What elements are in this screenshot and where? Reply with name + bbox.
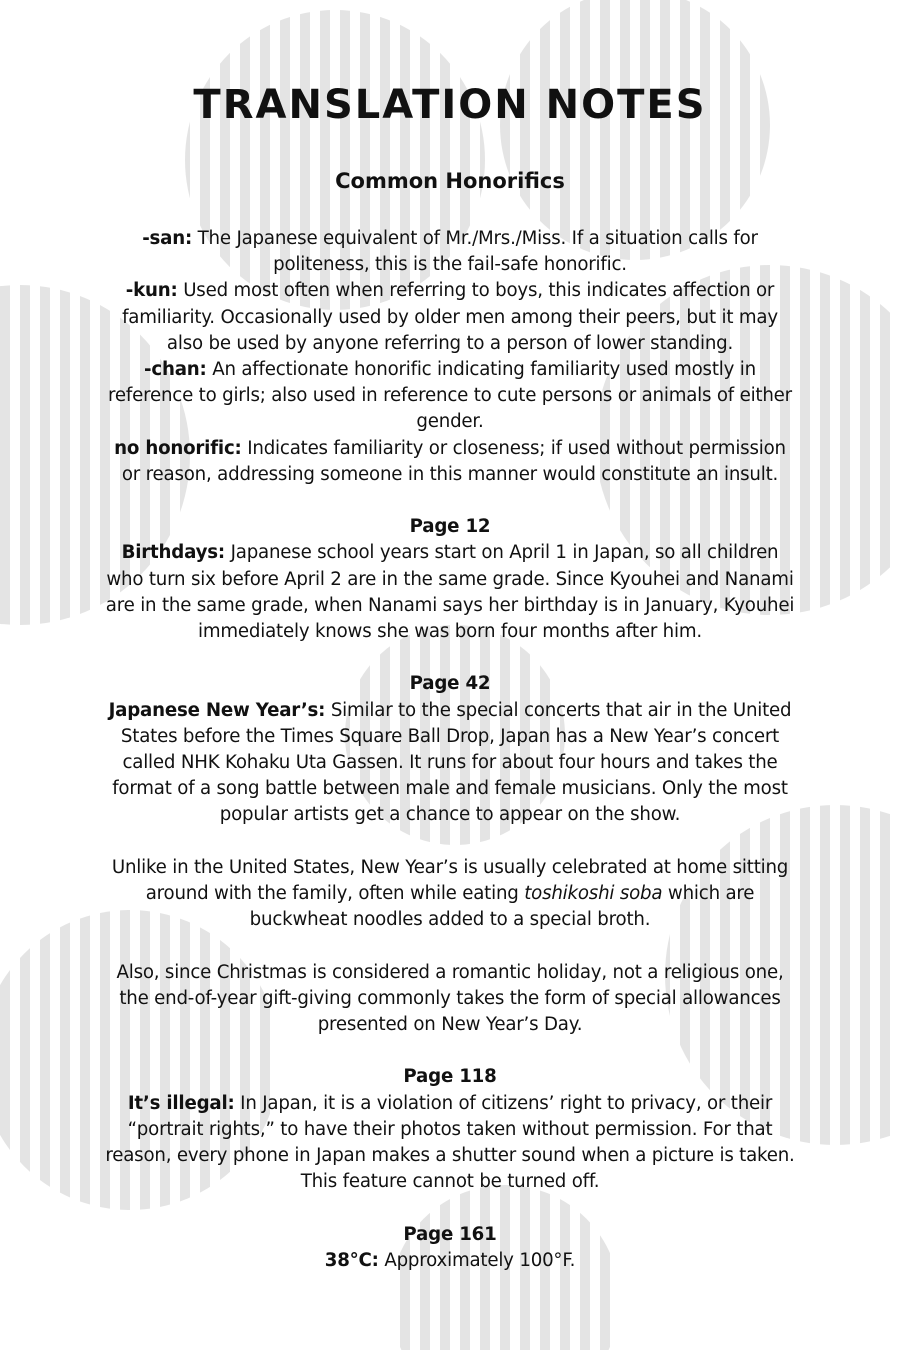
note-text: In Japan, it is a violation of citizens’ right to privacy, or their “portrait rights,” to have their photos taken without permission. For that reason, every phone in Japan makes a shutter sound when a picture is taken. This feature cannot be turned off.	[105, 1092, 795, 1193]
note-text: Japanese school years start on April 1 in Japan, so all children who turn six before April 2 are in the same grade. Since Kyouhei and Nanami are in the same grade, when Nanami says her birthday is in January, Kyouhei immediately knows she was born four months after him.	[105, 542, 795, 643]
honorific-term: -san:	[142, 228, 193, 249]
note-entry	[105, 1248, 795, 1274]
note-paragraph: Unlike in the United States, New Year’s is usually celebrated at home sitting around with the family, often while eating toshikoshi soba which are buckwheat noodles added to a special broth.	[111, 856, 789, 931]
honorific-entry	[105, 436, 795, 488]
note-text: Approximately 100°F.	[378, 1249, 576, 1271]
italic-term: toshikoshi soba	[524, 883, 663, 905]
page-reference: Page 118	[403, 1066, 497, 1088]
note-paragraph: Also, since Christmas is considered a romantic holiday, not a religious one, the end-of-year gift-giving commonly takes the form of special allowances presented on New Year’s Day.	[116, 961, 784, 1036]
note-entry	[105, 698, 795, 829]
honorific-entry	[105, 278, 795, 357]
bg-circle	[500, 0, 770, 260]
page-reference: Page 12	[409, 516, 491, 538]
honorific-term: -chan:	[144, 359, 207, 381]
note-term: Birthdays:	[121, 542, 225, 564]
page-reference: Page 42	[409, 673, 491, 695]
note-text: Similar to the special concerts that air in the United States before the Times Square Ball Drop, Japan has a New Year’s concert called NHK Kohaku Uta Gassen. It runs for about four hours and takes the format of a song battle between male and female musicians. Only the most popular artists get a chance to appear on the show.	[112, 699, 792, 826]
section-heading-honorifics: Common Honorifics	[335, 169, 565, 193]
note-term: It’s illegal:	[127, 1092, 235, 1114]
honorific-term: no honorific:	[114, 437, 242, 459]
note-entry	[105, 1091, 795, 1196]
honorific-definition: Indicates familiarity or closeness; if used without permission or reason, addressing someone in this manner would constitute an insult.	[121, 437, 786, 485]
honorific-entry	[105, 357, 795, 436]
page-reference: Page 161	[403, 1223, 497, 1245]
notes-body	[105, 226, 795, 1274]
page-title: TRANSLATION NOTES	[193, 82, 707, 128]
note-term: Japanese New Year’s:	[108, 699, 326, 721]
honorific-definition: An affectionate honorific indicating familiarity used mostly in reference to girls; also used in reference to cute persons or animals of either gender.	[108, 359, 792, 433]
honorific-term: -kun:	[125, 280, 178, 302]
honorific-definition: Used most often when referring to boys, this indicates affection or familiarity. Occasionally used by older men among their peers, but it may also be used by anyone referring to a person of lower standing.	[122, 280, 778, 354]
note-entry	[105, 540, 795, 645]
honorific-definition: The Japanese equivalent of Mr./Mrs./Miss. If a situation calls for politeness, this is the fail-safe honorific.	[192, 228, 758, 276]
honorific-entry	[105, 226, 795, 278]
note-term: 38°C:	[324, 1249, 379, 1271]
